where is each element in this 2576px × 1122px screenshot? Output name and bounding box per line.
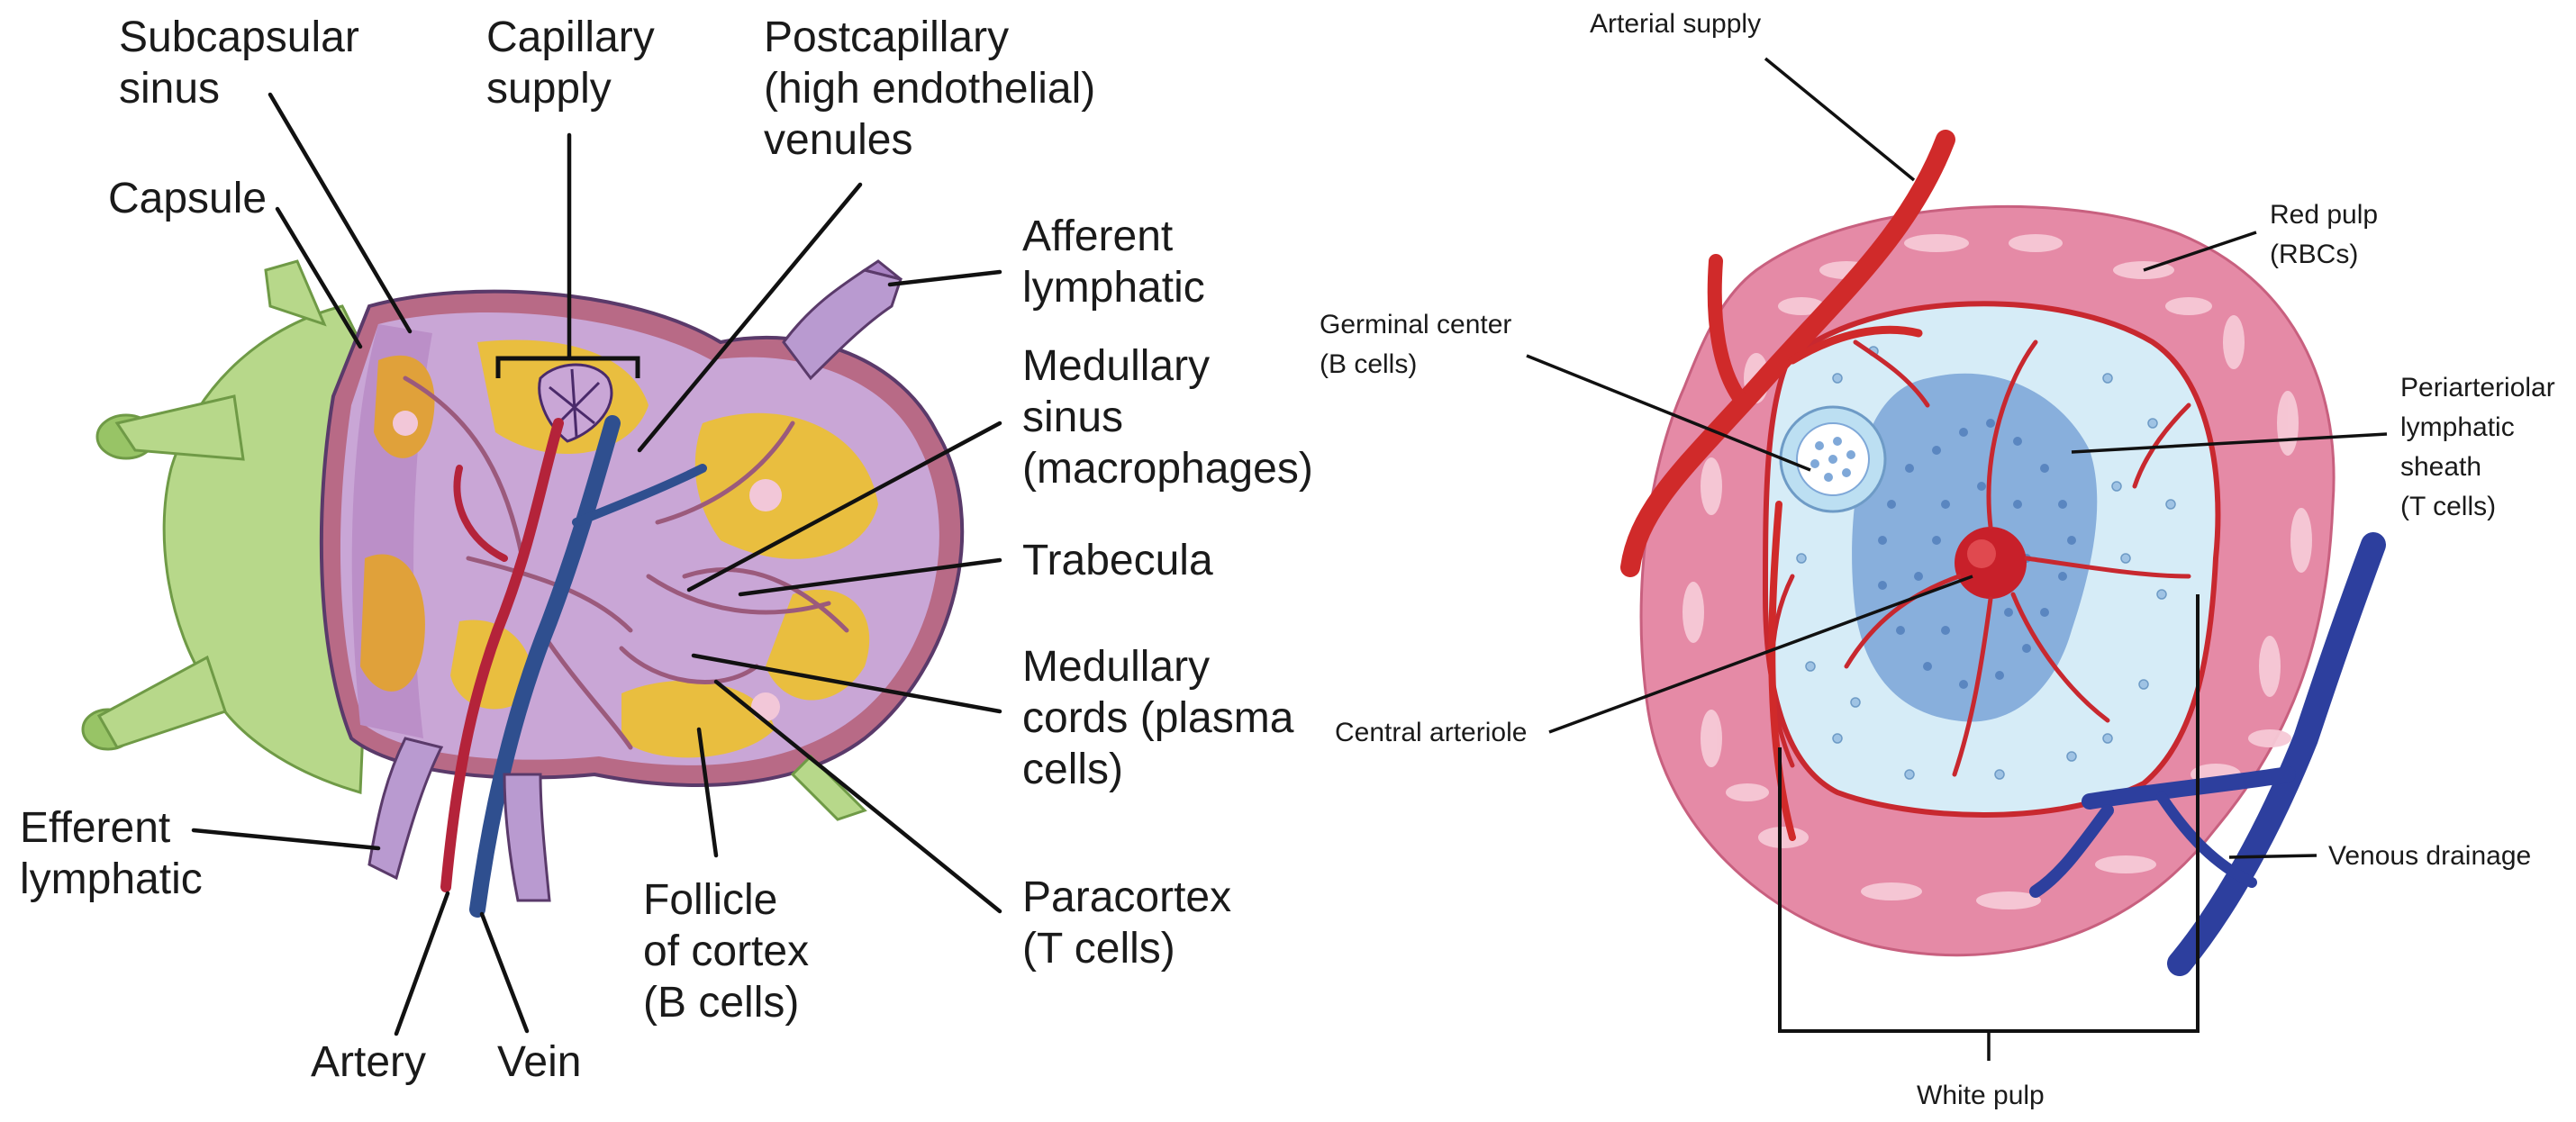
label-subcapsular-sinus: Subcapsular sinus bbox=[119, 14, 359, 113]
label-white-pulp: White pulp bbox=[1917, 1081, 2045, 1110]
label-capillary-supply: Capillary supply bbox=[486, 14, 655, 113]
efferent-lymphatic-vessel-2 bbox=[504, 774, 549, 900]
green-node-tab bbox=[793, 756, 865, 819]
label-postcapillary-venules: Postcapillary (high endothelial) venules bbox=[764, 14, 1096, 164]
label-medullary-sinus: Medullary sinus (macrophages) bbox=[1022, 342, 1313, 493]
label-central-arteriole: Central arteriole bbox=[1335, 718, 1528, 747]
label-pals: Periarteriolar lymphatic sheath (T cells) bbox=[2400, 373, 2555, 521]
leader-artery bbox=[396, 893, 448, 1034]
green-vessel-top bbox=[117, 396, 243, 459]
efferent-lymphatic-vessel-1 bbox=[369, 738, 441, 878]
leader-afferent-lymphatic bbox=[890, 272, 1000, 285]
label-vein: Vein bbox=[497, 1038, 582, 1086]
leader-venous-drainage bbox=[2229, 855, 2317, 857]
germinal-spot-3 bbox=[751, 692, 780, 721]
label-arterial-supply: Arterial supply bbox=[1590, 9, 1762, 39]
leader-vein bbox=[482, 914, 527, 1031]
germinal-spot-2 bbox=[749, 479, 782, 511]
leader-efferent-lymphatic bbox=[194, 830, 378, 848]
label-capsule: Capsule bbox=[108, 175, 268, 222]
label-follicle: Follicle of cortex (B cells) bbox=[643, 876, 810, 1027]
spleen-diagram bbox=[1320, 9, 2562, 1110]
label-efferent-lymphatic: Efferent lymphatic bbox=[20, 804, 203, 903]
germinal-spot-1 bbox=[393, 411, 418, 436]
leader-arterial-supply bbox=[1765, 59, 1914, 180]
central-arteriole-highlight bbox=[1967, 539, 1996, 568]
label-medullary-cords: Medullary cords (plasma cells) bbox=[1022, 643, 1294, 793]
label-germinal-center: Germinal center (B cells) bbox=[1320, 310, 1512, 379]
label-red-pulp: Red pulp (RBCs) bbox=[2270, 200, 2379, 269]
lymph-node-diagram bbox=[20, 14, 1313, 1086]
label-afferent-lymphatic: Afferent lymphatic bbox=[1022, 213, 1205, 312]
label-trabecula: Trabecula bbox=[1022, 537, 1213, 584]
green-vessel-bottom bbox=[99, 657, 225, 747]
label-venous-drainage: Venous drainage bbox=[2328, 841, 2532, 871]
label-paracortex: Paracortex (T cells) bbox=[1022, 873, 1232, 973]
label-artery: Artery bbox=[311, 1038, 427, 1086]
